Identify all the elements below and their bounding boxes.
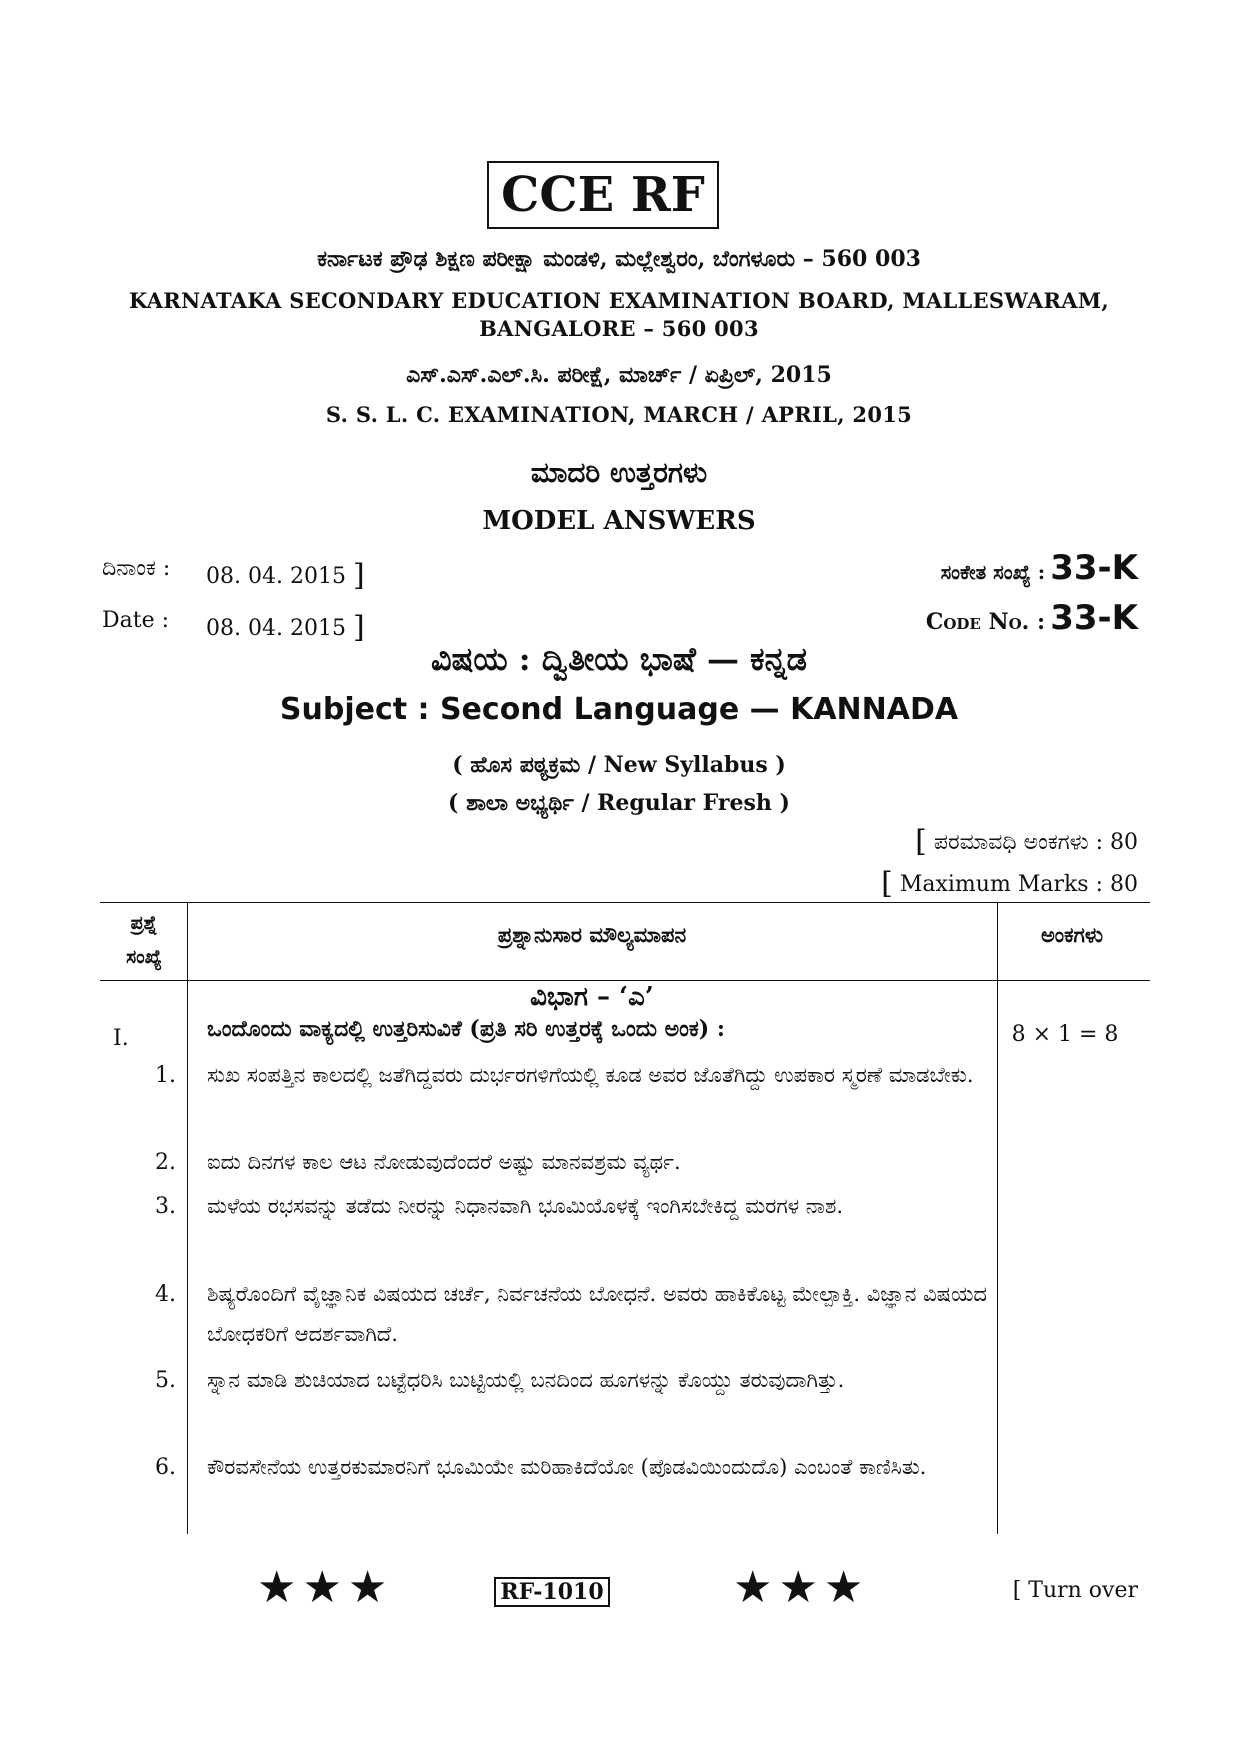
column-header-marks: ಅಂಕಗಳು [1040, 922, 1104, 947]
syllabus-note: ( ಹೊಸ ಪಠ್ಯಕ್ರಮ / New Syllabus ) [452, 752, 786, 778]
exam-title-english: S. S. L. C. EXAMINATION, MARCH / APRIL, 2015 [325, 402, 913, 427]
max-marks-kannada: [ ಪರಮಾವಧಿ ಅಂಕಗಳು : 80 [915, 824, 1138, 859]
code-value: 33-K [1050, 548, 1138, 588]
code-number-english-row [880, 598, 1138, 638]
candidate-type-note: ( ಶಾಲಾ ಅಭ್ಯರ್ಥಿ / Regular Fresh ) [448, 790, 790, 816]
model-answers-english: MODEL ANSWERS [482, 506, 756, 536]
cce-rf-badge: CCE RF [487, 161, 719, 229]
answer-text: ಕೌರವಸೇನೆಯ ಉತ್ತರಕುಮಾರನಿಗೆ ಭೂಮಿಯೇ ಮರಿಹಾಕಿದೆಯೋ (ಪೊಡವಿಯಿಂದುದೊ) ಎಂಬಂತೆ ಕಾಣಿಸಿತು. [207, 1455, 927, 1479]
code-label-kannada: ಸಂಕೇತ ಸಂಖ್ಯೆ : [940, 560, 1046, 584]
code-value: 33-K [1050, 598, 1138, 638]
date-value-english-row: 08. 04. 2015 ] [206, 610, 365, 645]
answer-number: 2. [155, 1150, 176, 1175]
exam-title-kannada: ಎಸ್.ಎಸ್.ಎಲ್.ಸಿ. ಪರೀಕ್ಷೆ, ಮಾರ್ಚ್ / ಏಪ್ರಿಲ್, 2015 [406, 362, 832, 388]
date-value: 08. 04. 2015 [206, 616, 346, 641]
table-header-rule [100, 980, 1150, 981]
footer-stars-left: ★★★ [257, 1562, 394, 1613]
subject-kannada: ವಿಷಯ : ದ್ವಿತೀಯ ಭಾಷೆ — ಕನ್ನಡ [430, 640, 808, 678]
column-header-evaluation: ಪ್ರಶ್ನಾನುಸಾರ ಮೌಲ್ಯಮಾಪನ [497, 922, 687, 947]
board-name-english-line1: KARNATAKA SECONDARY EDUCATION EXAMINATION BOARD, MALLESWARAM, [128, 288, 1110, 313]
board-name-kannada: ಕರ್ನಾಟಕ ಪ್ರೌಢ ಶಿಕ್ಷಣ ಪರೀಕ್ಷಾ ಮಂಡಳಿ, ಮಲ್ಲೇಶ್ವರಂ, ಬೆಂಗಳೂರು – 560 003 [317, 246, 921, 272]
section-title: ವಿಭಾಗ – ‘ಎ’ [530, 982, 654, 1012]
table-top-rule [100, 902, 1150, 903]
answer-number: 1. [155, 1063, 176, 1088]
date-value-kannada-row: 08. 04. 2015 ] [206, 558, 365, 593]
answer-text: ಸುಖ ಸಂಪತ್ತಿನ ಕಾಲದಲ್ಲಿ ಜತೆಗಿದ್ದವರು ದುರ್ಭರಗಳಿಗೆಯಲ್ಲಿ ಕೂಡ ಅವರ ಜೊತೆಗಿದ್ದು ಉಪಕಾರ ಸ್ಮರಣೆ ಮಾಡಬೇಕು. [207, 1063, 974, 1087]
answer-number: 5. [155, 1368, 176, 1393]
answer-number: 3. [155, 1194, 176, 1219]
max-marks-english-text: Maximum Marks : 80 [899, 872, 1138, 897]
answer-number: 4. [155, 1282, 176, 1307]
date-label-english: Date : [102, 608, 170, 633]
code-number-kannada-row [880, 548, 1138, 588]
turn-over-note: [ Turn over [1012, 1578, 1138, 1603]
section-instruction: ಒಂದೊಂದು ವಾಕ್ಯದಲ್ಲಿ ಉತ್ತರಿಸುವಿಕೆ (ಪ್ರತಿ ಸರಿ ಉತ್ತರಕ್ಕೆ ಒಂದು ಅಂಕ) : [207, 1016, 725, 1042]
model-answers-kannada: ಮಾದರಿ ಉತ್ತರಗಳು [530, 456, 708, 489]
code-label-english: Code No. : [925, 609, 1046, 635]
section-roman-number: I. [113, 1026, 129, 1051]
board-name-english-line2: BANGALORE – 560 003 [479, 316, 759, 341]
max-marks-english: [ Maximum Marks : 80 [881, 866, 1138, 901]
page-code-badge: RF-1010 [494, 1577, 610, 1607]
table-divider-right [997, 902, 998, 1534]
answer-text: ಐದು ದಿನಗಳ ಕಾಲ ಆಟ ನೋಡುವುದೆಂದರೆ ಅಷ್ಟು ಮಾನವಶ್ರಮ ವ್ಯರ್ಥ. [207, 1150, 681, 1174]
subject-english: Subject : Second Language — KANNADA [279, 692, 959, 727]
column-header-question-number [108, 906, 180, 974]
answer-text: ಸ್ನಾನ ಮಾಡಿ ಶುಚಿಯಾದ ಬಟ್ಟೆಧರಿಸಿ ಬುಟ್ಟಿಯಲ್ಲಿ ಬನದಿಂದ ಹೂಗಳನ್ನು ಕೊಯ್ದು ತರುವುದಾಗಿತ್ತು. [207, 1368, 845, 1392]
date-value: 08. 04. 2015 [206, 564, 346, 589]
column-header-question-number-line2: ಸಂಖ್ಯೆ [126, 946, 162, 968]
footer-stars-right: ★★★ [733, 1562, 870, 1613]
answer-text: ಶಿಷ್ಯರೊಂದಿಗೆ ವೈಜ್ಞಾನಿಕ ವಿಷಯದ ಚರ್ಚೆ, ನಿರ್ವಚನೆಯ ಬೋಧನೆ. ಅವರು ಹಾಕಿಕೊಟ್ಟ ಮೇಲ್ಪಾಕ್ತಿ. ವಿಜ್ಞಾನ ವಿಷಯದ ಬೋಧಕರಿಗೆ ಆದರ್ಶವಾಗಿದೆ. [207, 1282, 987, 1346]
date-label-kannada: ದಿನಾಂಕ : [102, 556, 171, 581]
max-marks-kannada-text: ಪರಮಾವಧಿ ಅಂಕಗಳು : 80 [933, 830, 1138, 855]
column-header-question-number-line1: ಪ್ರಶ್ನೆ [130, 912, 158, 934]
answer-number: 6. [155, 1455, 176, 1480]
answer-text: ಮಳೆಯ ರಭಸವನ್ನು ತಡೆದು ನೀರನ್ನು ನಿಧಾನವಾಗಿ ಭೂಮಿಯೊಳಕ್ಕೆ ಇಂಗಿಸಬೇಕಿದ್ದ ಮರಗಳ ನಾಶ. [207, 1194, 844, 1218]
section-marks: 8 × 1 = 8 [1011, 1022, 1119, 1047]
